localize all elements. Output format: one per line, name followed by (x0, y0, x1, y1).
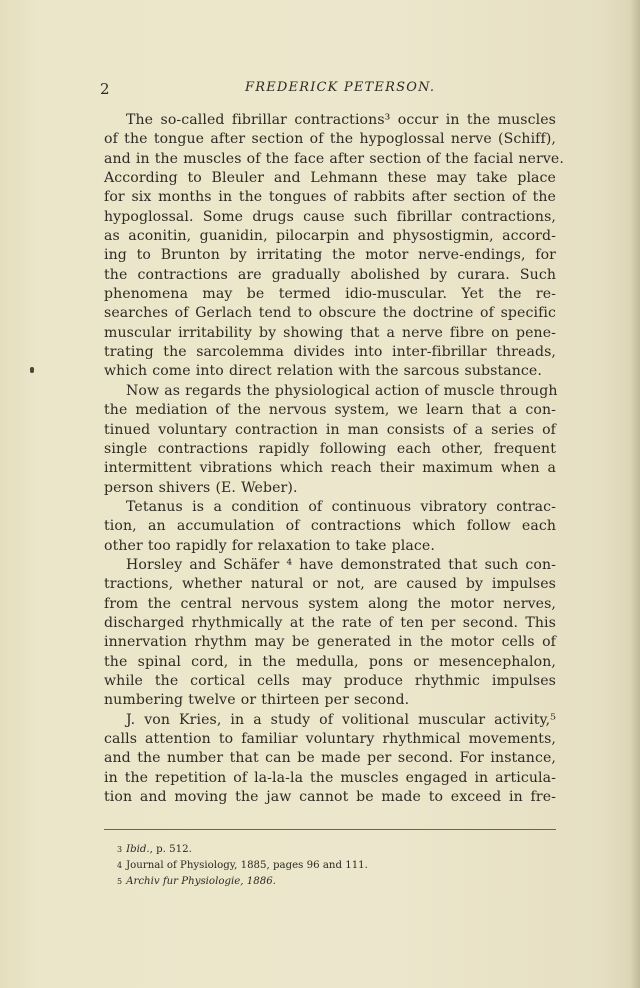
footnote-text: Ibid. (126, 844, 150, 855)
text-line: from the central nervous system along the motor nerves, (104, 595, 556, 612)
text-line: tinued voluntary contraction in man consists of a series of (104, 421, 556, 438)
footnote (117, 842, 537, 858)
text-line: J. von Kries, in a study of volitional muscular activity,⁵ (126, 711, 556, 728)
text-line: tractions, whether natural or not, are caused by impulses (104, 576, 556, 593)
running-title: FREDERICK PETERSON. (245, 80, 436, 95)
text-line: intermittent vibrations which reach their maximum when a (104, 460, 556, 477)
text-line: The so-called fibrillar contractions³ occur in the muscles (126, 112, 556, 128)
text-line: numbering twelve or thirteen per second. (104, 692, 410, 709)
text-line: discharged rhythmically at the rate of ten per second. This (104, 614, 556, 631)
text-line: ing to Brunton by irritating the motor nerve-endings, for (104, 247, 556, 264)
text-line: and the number that can be made per second. For instance, (104, 750, 556, 767)
page-header (100, 80, 560, 102)
footnote-mark: 4 (117, 861, 123, 870)
footnote-text: , p. 512. (149, 844, 192, 855)
text-line: calls attention to familiar voluntary rhythmical movements, (104, 731, 556, 747)
text-line: person shivers (E. Weber). (104, 479, 298, 496)
text-line: other too rapidly for relaxation to take place. (104, 537, 435, 554)
text-line: and in the muscles of the face after section of the facial nerve. (104, 150, 564, 167)
text-line: innervation rhythm may be generated in the motor cells of (104, 634, 556, 651)
footnote-rule (104, 829, 556, 830)
footnote-mark: 3 (117, 845, 123, 854)
text-line: the mediation of the nervous system, we learn that a con- (104, 402, 556, 419)
text-line: trating the sarcolemma divides into inter-fibrillar threads, (104, 344, 556, 361)
page-edge-shadow (630, 0, 640, 988)
text-line: the spinal cord, in the medulla, pons or mesencephalon, (104, 653, 556, 670)
text-line: muscular irritability by showing that a nerve fibre on pene- (104, 324, 556, 341)
footnotes (117, 842, 537, 890)
text-line: for six months in the tongues of rabbits after section of the (104, 189, 556, 206)
text-line: According to Bleuler and Lehmann these may take place (104, 170, 556, 187)
footnote (117, 874, 537, 890)
footnote-text: Archiv fur Physiologie, 1886. (126, 876, 276, 887)
text-line: Tetanus is a condition of continuous vibratory contrac- (126, 498, 556, 515)
text-line: in the repetition of la-la-la the muscles engaged in articula- (104, 769, 556, 786)
text-line: tion and moving the jaw cannot be made to exceed in fre- (104, 789, 556, 806)
text-line: of the tongue after section of the hypoglossal nerve (Schiff), (104, 131, 556, 148)
text-line: hypoglossal. Some drugs cause such fibrillar contractions, (104, 208, 556, 225)
text-line: which come into direct relation with the sarcous substance. (104, 363, 542, 380)
text-line: phenomena may be termed idio-muscular. Yet the re- (104, 286, 556, 303)
text-line: Now as regards the physiological action of muscle through (126, 382, 558, 399)
text-line: the contractions are gradually abolished by curara. Such (104, 266, 556, 283)
text-line: Horsley and Schäfer ⁴ have demonstrated that such con- (126, 556, 556, 573)
margin-mark (30, 367, 34, 373)
footnote-mark: 5 (117, 877, 123, 886)
text-line: single contractions rapidly following each other, frequent (104, 440, 556, 457)
text-line: while the cortical cells may produce rhythmic impulses (104, 672, 556, 689)
body-text (104, 111, 564, 807)
page-number: 2 (100, 80, 110, 98)
text-line: tion, an accumulation of contractions which follow each (104, 518, 556, 535)
text-line: searches of Gerlach tend to obscure the doctrine of specific (104, 305, 556, 322)
footnote (117, 858, 537, 874)
text-line: as aconitin, guanidin, pilocarpin and physostigmin, accord- (104, 228, 556, 245)
footnote-text: Journal of Physiology, 1885, pages 96 and 111. (126, 860, 368, 871)
